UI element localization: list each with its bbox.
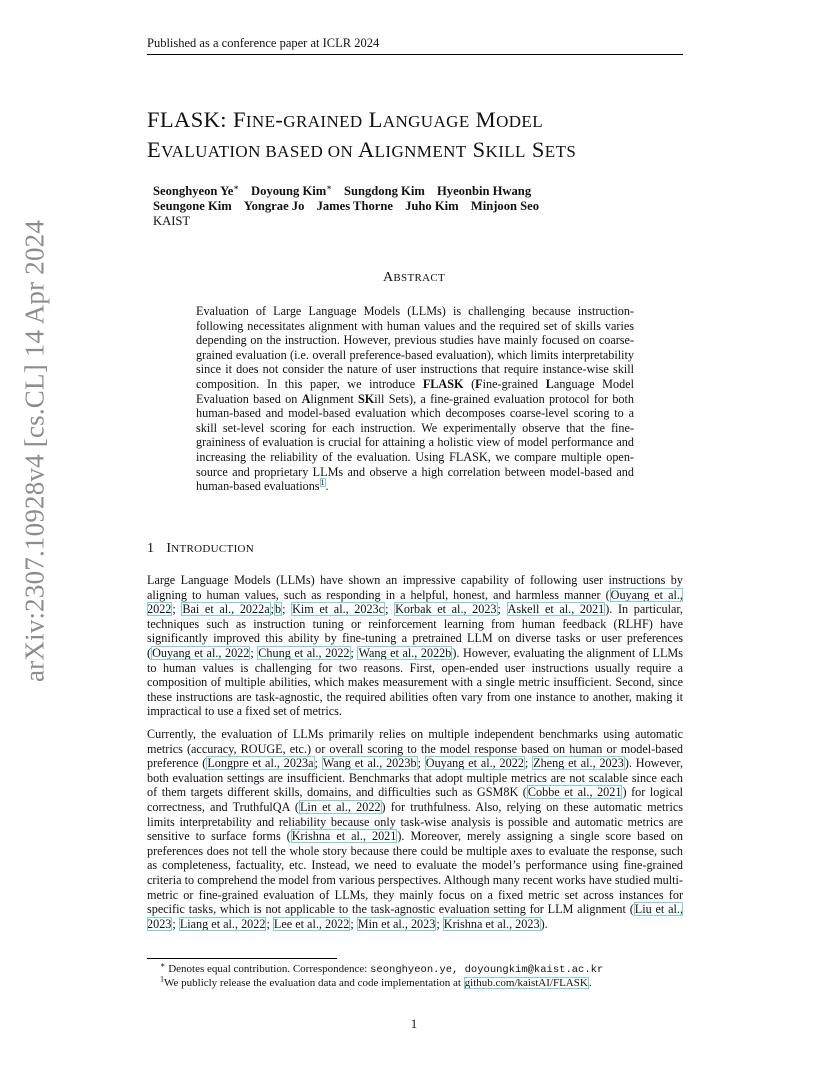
section-heading-introduction — [147, 541, 254, 557]
title-part: ODEL — [496, 112, 543, 131]
citation-link[interactable]: Longpre et al., 2023a — [207, 756, 314, 771]
citation-link[interactable]: Cobbe et al., 2021 — [527, 785, 622, 800]
equal-contribution-mark: ∗ — [233, 182, 239, 192]
citation-link[interactable]: Liang et al., 2022 — [179, 916, 266, 931]
arxiv-stamp-text: arXiv:2307.10928v4 [cs.CL] 14 Apr 2024 — [19, 219, 50, 682]
intro-paragraph-1: Large Language Models (LLMs) have shown an impressive capability of following user instructions by aligning to human values, such as responding in a helpful, honest, and harmless manner (Ouyang et al., 2022; Bai et al., 2022a;b; Kim et al., 2023c; Korbak et al., 2023; Askell et al., 2021). In particular, techniques such as instruction tuning or reinforcement learning from human feedback (RLHF) have significantly improved this ability by fine-tuning a pretrained LLM on diverse tasks or user preferences (Ouyang et al., 2022; Chung et al., 2022; Wang et al., 2022b). However, evaluating the alignment of LLMs to human values is challenging for two reasons. First, open-ended user instructions usually require a composition of multiple abilities, which makes measurement with a single metric insufficient. Second, since these instructions are task-agnostic, the required abilities often vary from one instance to another, making it impractical to use a fixed set of metrics. — [147, 573, 683, 719]
footnote-mark: ∗ — [160, 960, 166, 970]
affiliation: KAIST — [153, 214, 191, 228]
author-name: Minjoon Seo — [470, 199, 540, 213]
footnote-divider — [147, 958, 337, 959]
author-name: Juho Kim — [405, 199, 459, 213]
abstract-text: Evaluation of Large Language Models (LLMs) is challenging because instruction-following necessitates alignment with human values and the required set of skills varies depending on the instruction. However, previous studies have mainly focused on coarse-grained evaluation (i.e. overall preference-based evaluation), which limits interpretability since it does not consider the nature of user instructions that require instance-wise skill composition. In this paper, we introduce FLASK (Fine-grained Language Model Evaluation based on Alignment SKill Sets), a fine-grained evaluation protocol for both human-based and model-based evaluation which decomposes coarse-level scoring to a skill set-level scoring for each instruction. We experimentally observe that the fine-graininess of evaluation is crucial for attaining a holistic view of model performance and increasing the reliability of the evaluation. Using FLASK, we compare multiple open-source and proprietary LLMs and observe a high correlation between model-based and human-based evaluations$^1$. — [196, 304, 634, 494]
title-part: E — [147, 137, 162, 162]
citation-link[interactable]: Ouyang et al., 2022 — [147, 587, 683, 617]
author-name: James Thorne — [316, 199, 393, 213]
footnote-mark: 1 — [160, 974, 164, 984]
citation-link[interactable]: Chung et al., 2022 — [258, 645, 350, 660]
citation-link[interactable]: Ouyang et al., 2022 — [152, 645, 250, 660]
flask-bold: FLASK — [422, 376, 464, 391]
title-line-1 — [147, 106, 707, 136]
title-part: ETS — [544, 142, 577, 161]
citation-link[interactable]: Askell et al., 2021 — [507, 602, 605, 617]
citation-link[interactable]: Ouyang et al., 2022 — [425, 756, 524, 771]
footnote-link[interactable]: 1 — [320, 478, 325, 488]
title-part: A — [353, 137, 375, 162]
author-block — [153, 184, 693, 229]
citation-link[interactable]: Kim et al., 2023c — [292, 602, 385, 617]
paper-title — [147, 106, 707, 166]
acronym-letter: SK — [358, 391, 375, 406]
citation-link[interactable]: Liu et al., 2023 — [147, 902, 683, 931]
section-number: 1 — [147, 541, 155, 556]
heading-part: NTRODUCTION — [171, 543, 255, 555]
author-name: Sungdong Kim — [343, 184, 425, 198]
title-part: LIGNMENT — [374, 142, 467, 161]
title-part: M — [469, 107, 497, 132]
citation-link[interactable]: Krishna et al., 2023 — [443, 916, 540, 931]
title-part: KILL — [485, 142, 526, 161]
equal-contribution-mark: ∗ — [326, 182, 332, 192]
citation-link[interactable]: Bai et al., 2022a — [182, 602, 270, 617]
title-line-2 — [147, 136, 707, 166]
title-part: FLASK: F — [147, 107, 246, 132]
title-part: INE — [245, 112, 276, 131]
title-part: S — [525, 137, 545, 162]
citation-link[interactable]: Wang et al., 2022b — [358, 645, 452, 660]
running-header: Published as a conference paper at ICLR 2024 — [147, 36, 683, 55]
citation-link[interactable]: Krishna et al., 2021 — [291, 829, 397, 844]
abstract-heading — [0, 270, 828, 286]
intro-paragraph-2: Currently, the evaluation of LLMs primarily relies on multiple independent benchmarks using automatic metrics (accuracy, ROUGE, etc.) or overall scoring to the model response based on human or model-based preference (Longpre et al., 2023a; Wang et al., 2023b; Ouyang et al., 2022; Zheng et al., 2023). However, both evaluation settings are insufficient. Benchmarks that adopt multiple metrics are not scalable since each of them targets different skills, domains, and difficulties such as GSM8K (Cobbe et al., 2021) for logical correctness, and TruthfulQA (Lin et al., 2022) for truthfulness. Also, relying on these automatic metrics limits interpretability and reliability because only task-wise analysis is possible and automatic metrics are sensitive to surface forms (Krishna et al., 2021). Moreover, merely assigning a single score based on preferences does not tell the whole story because there could be multiple axes to evaluate the response, such as completeness, factuality, etc. Instead, we need to evaluate the model’s performance using fine-grained criteria to comprehend the model from various perspectives. Although many recent works have studied multi-metric or fine-grained evaluation of LLMs, they mainly focus on a fixed metric set across instances for specific tasks, which is not applicable to the task-agnostic evaluation setting for LLM alignment (Liu et al., 2023; Liang et al., 2022; Lee et al., 2022; Min et al., 2023; Krishna et al., 2023). — [147, 727, 684, 931]
footnote-release: $^1$We publicly release the evaluation data and code implementation at github.com/kaistAI/FLASK. — [160, 974, 592, 989]
citation-link[interactable]: Lin et al., 2022 — [299, 799, 381, 814]
author-name: Yongrae Jo — [243, 199, 305, 213]
title-part: L — [362, 107, 383, 132]
heading-part: A — [382, 270, 394, 285]
citation-link[interactable]: b — [275, 602, 282, 617]
correspondence-emails: seonghyeon.ye, doyoungkim@kaist.ac.kr — [370, 964, 604, 976]
author-line-1 — [153, 184, 693, 199]
author-line-2 — [153, 199, 693, 214]
author-name: Seungone Kim — [153, 199, 232, 213]
arxiv-stamp — [10, 219, 60, 682]
footnote-equal-contribution: ∗ Denotes equal contribution. Correspondence: seonghyeon.ye, doyoungkim@kaist.ac.kr — [160, 960, 604, 976]
citation-link[interactable]: Zheng et al., 2023 — [533, 756, 624, 771]
author-name: Doyoung Kim∗ — [251, 182, 332, 198]
author-name: Hyeonbin Hwang — [436, 184, 532, 198]
citation-link[interactable]: Wang et al., 2023b — [322, 756, 417, 771]
title-part: ANGUAGE — [382, 112, 470, 131]
citation-link[interactable]: Korbak et al., 2023 — [395, 602, 497, 617]
title-part: S — [466, 137, 486, 162]
author-name: Seonghyeon Ye∗ — [153, 182, 239, 198]
title-part: - — [275, 107, 284, 132]
heading-part: BSTRACT — [393, 272, 446, 284]
acronym-letter: A — [301, 391, 311, 406]
citation-link[interactable]: Min et al., 2023 — [357, 916, 436, 931]
page-number: 1 — [410, 1017, 418, 1031]
citation-link[interactable]: Lee et al., 2022 — [273, 916, 350, 931]
github-link[interactable]: github.com/kaistAI/FLASK — [464, 977, 588, 989]
heading-part: I — [166, 541, 172, 556]
acronym-letter: L — [545, 376, 554, 391]
title-part: GRAINED — [283, 112, 363, 131]
title-part: VALUATION BASED ON — [161, 142, 354, 161]
acronym-letter: F — [475, 376, 483, 391]
